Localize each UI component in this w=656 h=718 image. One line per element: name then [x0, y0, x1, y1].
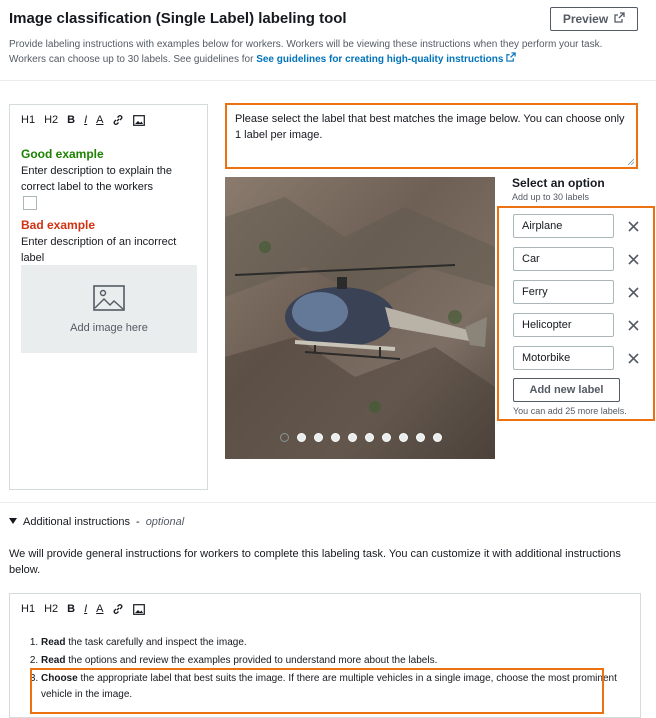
additional-instructions-label: Additional instructions: [23, 516, 131, 528]
list-item: 3. Choose the appropriate label that best suits the image. If there are multiple vehicles in a single image, choose the most prominent vehicle in the image.: [41, 671, 621, 703]
instruction-text: Please select the label that best matches the image below. You can choose only 1 label per image.: [235, 113, 625, 141]
label-input[interactable]: Car: [513, 247, 614, 271]
sample-image: [225, 177, 495, 459]
divider: [0, 80, 656, 81]
carousel-dot[interactable]: [399, 433, 408, 442]
text-color-button[interactable]: A: [96, 114, 104, 126]
broken-image-icon: [23, 196, 37, 210]
general-instructions-text: We will provide general instructions for workers to complete this labeling task. You can customize it with additional instructions below.: [9, 548, 621, 576]
select-option-subtitle: Add up to 30 labels: [512, 192, 590, 202]
good-example-description[interactable]: Enter description to explain the correct label to the workers: [21, 165, 173, 193]
page-title: Image classification (Single Label) labeling tool: [9, 10, 347, 27]
carousel-dot[interactable]: [382, 433, 391, 442]
carousel-dot[interactable]: [280, 433, 289, 442]
heading1-button[interactable]: H1: [21, 603, 36, 615]
bold-button[interactable]: B: [67, 114, 76, 126]
carousel-dot[interactable]: [416, 433, 425, 442]
bad-example-title: Bad example: [21, 218, 96, 232]
close-icon[interactable]: [626, 219, 640, 233]
external-link-icon: [614, 12, 625, 26]
image-placeholder-icon: [93, 285, 125, 316]
labels-panel: [497, 206, 655, 421]
label-row: [513, 279, 643, 305]
editor-toolbar: [21, 114, 145, 126]
add-image-label: Add image here: [70, 321, 148, 334]
bad-example-description[interactable]: Enter description of an incorrect label: [21, 236, 177, 264]
label-input[interactable]: Helicopter: [513, 313, 614, 337]
good-example-title: Good example: [21, 147, 104, 161]
italic-button[interactable]: I: [84, 114, 88, 126]
heading1-button[interactable]: H1: [21, 114, 36, 126]
label-input[interactable]: Ferry: [513, 280, 614, 304]
text-color-button[interactable]: A: [96, 603, 104, 615]
preview-button-label: Preview: [562, 12, 609, 26]
resize-handle-icon[interactable]: [628, 159, 634, 165]
carousel-dot[interactable]: [331, 433, 340, 442]
carousel-dot[interactable]: [297, 433, 306, 442]
carousel-dots: [280, 433, 442, 442]
image-icon[interactable]: [133, 115, 145, 126]
guidelines-link[interactable]: See guidelines for creating high-quality instructions: [256, 54, 504, 65]
optional-label: optional: [145, 516, 185, 528]
editor-toolbar: [21, 603, 145, 615]
label-input[interactable]: Airplane: [513, 214, 614, 238]
list-item: 2. Read the options and review the examples provided to understand more about the labels.: [41, 653, 621, 669]
close-icon[interactable]: [626, 285, 640, 299]
remaining-labels-text: You can add 25 more labels.: [513, 406, 627, 416]
instruction-textarea[interactable]: [225, 103, 638, 169]
label-row: [513, 213, 643, 239]
select-option-title: Select an option: [512, 176, 605, 190]
external-link-icon: [506, 54, 516, 65]
divider: [0, 502, 656, 503]
carousel-dot[interactable]: [365, 433, 374, 442]
image-icon[interactable]: [133, 604, 145, 615]
page-description: [9, 38, 639, 67]
bold-button[interactable]: B: [67, 603, 76, 615]
add-image-placeholder[interactable]: [21, 265, 197, 353]
close-icon[interactable]: [626, 318, 640, 332]
label-row: [513, 246, 643, 272]
caret-down-icon: [9, 516, 17, 528]
preview-button[interactable]: [550, 7, 638, 31]
carousel-dot[interactable]: [348, 433, 357, 442]
separator: -: [136, 516, 140, 528]
heading2-button[interactable]: H2: [44, 603, 59, 615]
carousel-dot[interactable]: [433, 433, 442, 442]
add-new-label-button[interactable]: Add new label: [513, 378, 620, 402]
highlight-box: [30, 668, 604, 714]
close-icon[interactable]: [626, 252, 640, 266]
additional-instructions-toggle[interactable]: [9, 516, 184, 528]
italic-button[interactable]: I: [84, 603, 88, 615]
heading2-button[interactable]: H2: [44, 114, 59, 126]
label-input[interactable]: Motorbike: [513, 346, 614, 370]
label-row: [513, 312, 643, 338]
description-text: Provide labeling instructions with examples below for workers. Workers will be viewing these instructions when they perform your task. Workers can choose up to 30 labels. See guidelines for: [9, 39, 603, 65]
link-icon[interactable]: [112, 114, 124, 126]
link-icon[interactable]: [112, 603, 124, 615]
carousel-dot[interactable]: [314, 433, 323, 442]
close-icon[interactable]: [626, 351, 640, 365]
list-item: 1. Read the task carefully and inspect the image.: [41, 635, 621, 651]
label-row: [513, 345, 643, 371]
